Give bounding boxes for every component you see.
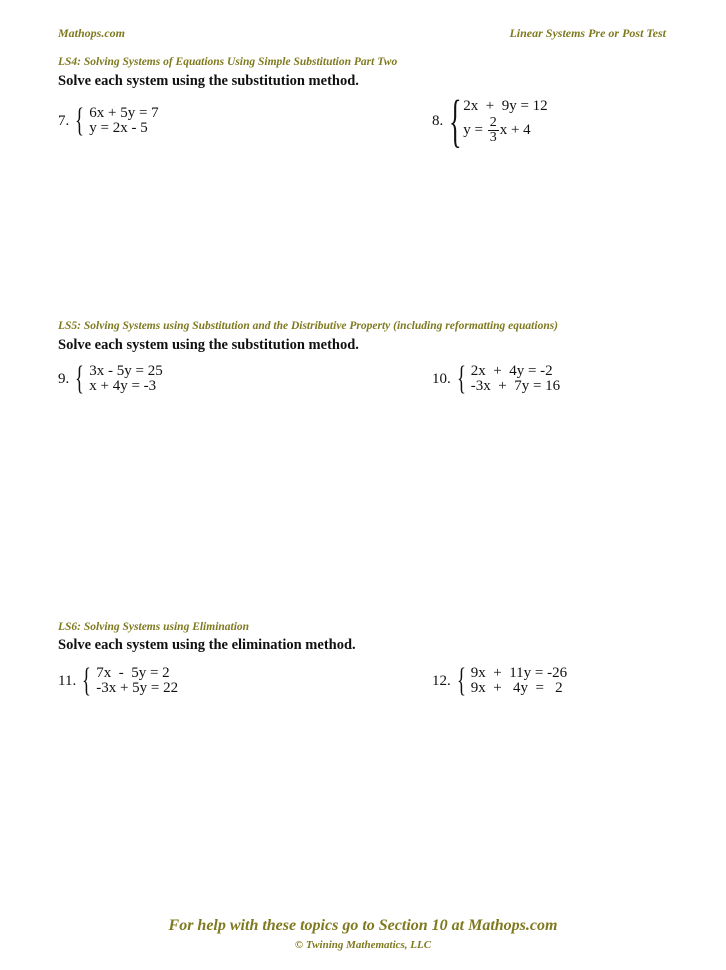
problem-7 (58, 104, 159, 138)
section-instruction-ls5: Solve each system using the substitution method. (58, 337, 359, 353)
equation: 7x - 5y = 2 (96, 665, 170, 681)
equation-with-fraction: y = $\frac{2}{3}$ x + 4 (463, 114, 531, 145)
problem-number: 12. (432, 672, 451, 689)
section-title-ls5: LS5: Solving Systems using Substitution and the Distributive Property (including reformatting equations) (58, 320, 559, 332)
problem-number: 11. (58, 672, 77, 689)
problem-8 (432, 88, 548, 153)
section-title-ls4: LS4: Solving Systems of Equations Using Simple Substitution Part Two (58, 56, 398, 68)
site-name: Mathops.com (58, 26, 126, 40)
equation: 9x + 11y = -26 (470, 665, 568, 681)
brace-icon: { (456, 662, 466, 699)
equation: x + 4y = -3 (89, 378, 157, 394)
problem-number: 10. (432, 370, 451, 387)
brace-icon: { (449, 88, 462, 153)
problem-9 (58, 362, 163, 396)
equation: 9x + 4y = 2 (470, 680, 563, 696)
problem-10 (432, 362, 560, 396)
equation: 2x + 9y = 12 (463, 97, 548, 114)
footer-copyright: © Twining Mathematics, LLC (294, 939, 432, 951)
section-title-ls6: LS6: Solving Systems using Elimination (58, 621, 250, 633)
footer-help-text: For help with these topics go to Section 10 at Mathops.com (168, 917, 558, 934)
brace-icon: { (456, 360, 466, 397)
equation: 3x - 5y = 25 (89, 363, 163, 379)
problem-12 (432, 664, 567, 698)
problem-number: 8. (432, 112, 444, 129)
equation: 2x + 4y = -2 (470, 363, 553, 379)
equation: -3x + 7y = 16 (470, 378, 561, 394)
problem-number: 7. (58, 112, 70, 129)
brace-icon: { (82, 662, 92, 699)
equation: y = 2x - 5 (89, 120, 148, 136)
equation: -3x + 5y = 22 (96, 680, 179, 696)
equation: 6x + 5y = 7 (89, 105, 159, 121)
fraction: $\frac{2}{3}$ (489, 114, 497, 145)
problem-11 (58, 664, 178, 698)
brace-icon: { (75, 360, 85, 397)
brace-icon: { (75, 102, 85, 139)
section-instruction-ls4: Solve each system using the substitution method. (58, 73, 359, 89)
problem-number: 9. (58, 370, 70, 387)
test-title: Linear Systems Pre or Post Test (509, 26, 666, 40)
section-instruction-ls6: Solve each system using the elimination method. (58, 637, 356, 653)
